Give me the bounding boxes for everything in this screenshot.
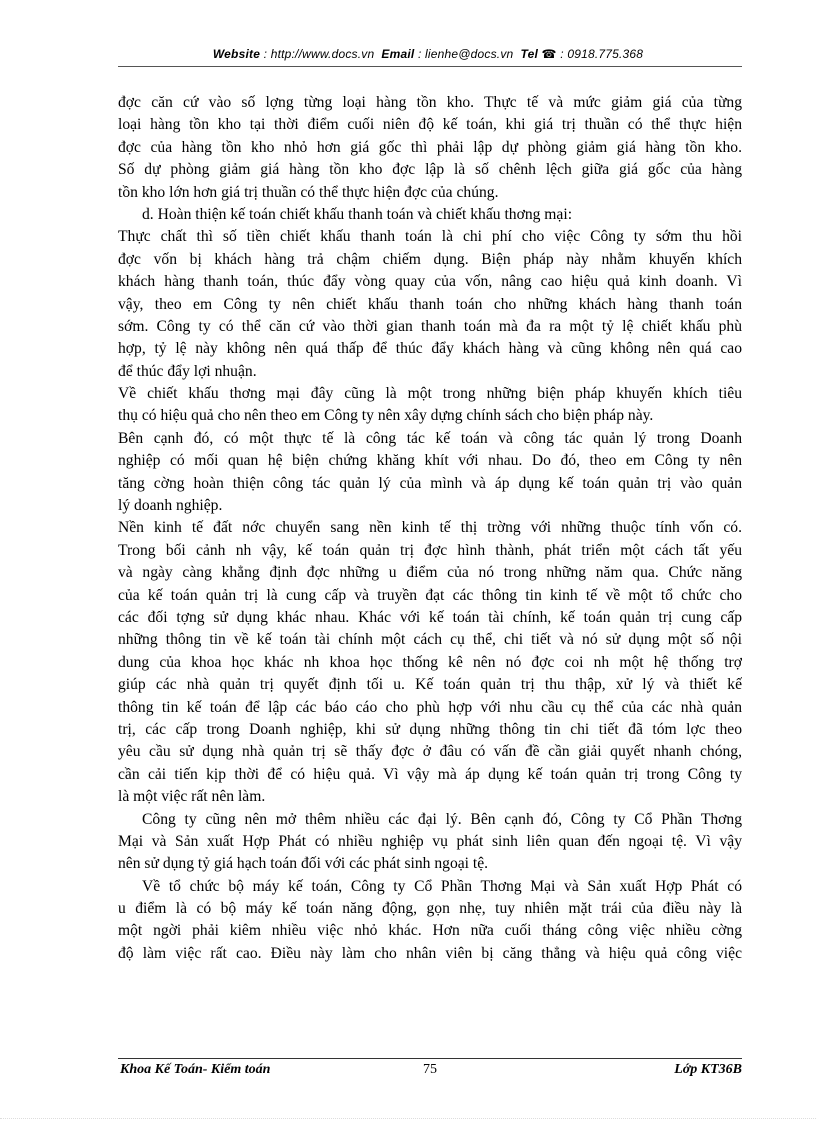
text-line: khách hàng thanh toán, thúc đẩy vòng quay của vốn, nâng cao hiệu quả kinh doanh. Vì: [118, 273, 742, 291]
section-heading: d. Hoàn thiện kế toán chiết khấu thanh toán và chiết khấu thơng mại:: [142, 205, 573, 223]
text-line: hợp, tỷ lệ này không nên quá thấp để thúc đẩy khách hàng và cũng không nên quá cao: [118, 340, 742, 358]
text-line: trị, các cấp trong Doanh nghiệp, khi sử dụng những thông tin chi tiết đã tóm lợc theo: [118, 720, 742, 738]
footer-class: Lớp KT36B: [674, 1062, 742, 1077]
footer-divider: [118, 1058, 742, 1059]
email-label: Email: [381, 47, 415, 61]
email-value[interactable]: : lienhe@docs.vn: [417, 47, 514, 61]
text-line: nên sử dụng tỷ giá hạch toán đối với các phát sinh ngoại tệ.: [118, 855, 489, 873]
text-line: thụ có hiệu quả cho nên theo em Công ty nên xây dựng chính sách cho biện pháp này.: [118, 407, 654, 425]
text-line: Công ty cũng nên mở thêm nhiều các đại lý. Bên cạnh đó, Công ty Cổ Phần Thơng: [142, 810, 742, 828]
text-line: độ làm việc rất cao. Điều này làm cho nhân viên bị căng thẳng và hiệu quả công việc: [118, 944, 742, 962]
text-line: để thúc đẩy lợi nhuận.: [118, 362, 257, 380]
text-line: u điểm là có bộ máy kế toán năng động, gọn nhẹ, tuy nhiên mặt trái của điều này là: [118, 900, 742, 918]
tel-value: : 0918.775.368: [560, 47, 644, 61]
body-text: [118, 92, 742, 965]
text-line: Về tổ chức bộ máy kế toán, Công ty Cổ Phần Thơng Mại và Sản xuất Hợp Phát có: [142, 877, 742, 895]
bottom-dotted-rule: [0, 1118, 816, 1119]
text-line: vậy, theo em Công ty nên chiết khấu thanh toán cho những khách hàng thanh toán: [118, 295, 742, 313]
text-line: tồn kho lớn hơn giá trị thuần có thể thực hiện đợc của chúng.: [118, 183, 499, 201]
text-line: sớm. Công ty có thể căn cứ vào thời gian thanh toán mà đa ra một tỷ lệ chiết khấu phù: [118, 317, 742, 335]
text-line: các đối tợng sử dụng khác nhau. Khác với kế toán tài chính, kế toán quản trị cung cấp: [118, 608, 742, 626]
text-line: và ngày càng khẳng định đợc những u điểm của nó trong những năm qua. Chức năng: [118, 564, 742, 582]
text-line: yêu cầu sử dụng nhà quản trị sẽ thấy đợc ở đâu có vấn đề cần giải quyết nhanh chóng,: [118, 743, 742, 761]
page-footer: [118, 1062, 742, 1082]
text-line: nghiệp có mối quan hệ biện chứng khăng khít với nhau. Do đó, theo em Công ty nên: [118, 452, 742, 470]
header-divider: [118, 66, 742, 67]
text-line: Bên cạnh đó, có một thực tế là công tác kế toán và công tác quản lý trong Doanh: [118, 429, 742, 447]
text-line: là một việc rất nên làm.: [118, 788, 266, 806]
text-line: dung của khoa học khác nh khoa học thống kê nên nó đợc coi nh một hệ thống trợ: [118, 653, 742, 671]
page-number: 75: [423, 1062, 437, 1077]
text-line: của kế toán quản trị là cung cấp và truyền đạt các thông tin kinh tế về một tổ chức cho: [118, 586, 742, 604]
text-line: Nền kinh tế đất nớc chuyển sang nền kinh tế thị trờng với những thuộc tính vốn có.: [118, 519, 742, 537]
text-line: tăng cờng hoàn thiện công tác quản lý của mình và áp dụng kế toán quản trị vào quản: [118, 474, 742, 492]
phone-icon: ☎: [541, 47, 557, 61]
text-line: Số dự phòng giảm giá hàng tồn kho đợc lập là số chênh lệch giữa giá gốc của hàng: [118, 161, 742, 179]
text-line: Trong bối cảnh nh vậy, kế toán quản trị đợc hình thành, phát triển một cách tất yếu: [118, 541, 742, 559]
text-line: loại hàng tồn kho tại thời điểm cuối niên độ kế toán, khi giá trị thuần có thể thực hiện: [118, 116, 742, 134]
text-line: Về chiết khấu thơng mại đây cũng là một trong những biện pháp khuyến khích tiêu: [118, 385, 742, 403]
text-line: những thông tin về kế toán tài chính một cách cụ thể, chi tiết và nó sử dụng một số nội: [118, 631, 742, 649]
website-value[interactable]: : http://www.docs.vn: [263, 47, 375, 61]
website-label: Website: [212, 47, 261, 61]
text-line: thông tin kế toán để lập các báo cáo cho phù hợp với nhu cầu cụ thể của các nhà quản: [118, 698, 742, 716]
text-line: lý doanh nghiệp.: [118, 497, 223, 515]
text-line: đợc vốn bị khách hàng trả chậm chiếm dụng. Biện pháp này nhằm khuyến khích: [118, 250, 742, 268]
page-header: [118, 47, 738, 61]
text-line: giúp các nhà quản trị quyết định tối u. Kế toán quản trị thu thập, xử lý và thiết kế: [118, 676, 742, 694]
text-line: Thực chất thì số tiền chiết khấu thanh toán là chi phí cho việc Công ty sớm thu hồi: [118, 228, 742, 246]
text-line: một ngời phải kiêm nhiều việc nhỏ khác. Hơn nữa cuối tháng công việc nhiều cờng: [118, 922, 742, 940]
text-line: cần cải tiến kịp thời để có hiệu quả. Vì vậy mà áp dụng kế toán quản trị trong Công ty: [118, 765, 742, 783]
text-line: đợc của hàng tồn kho nhỏ hơn giá gốc thì phải lập dự phòng giảm giá hàng tồn kho.: [118, 138, 742, 156]
text-line: Mại và Sản xuất Hợp Phát có nhiều nghiệp vụ phát sinh liên quan đến ngoại tệ. Vì vậy: [118, 832, 742, 850]
tel-label: Tel: [520, 47, 538, 61]
text-line: đợc căn cứ vào số lợng từng loại hàng tồn kho. Thực tế và mức giảm giá của từng: [118, 94, 742, 111]
footer-department: Khoa Kế Toán- Kiểm toán: [120, 1062, 271, 1077]
